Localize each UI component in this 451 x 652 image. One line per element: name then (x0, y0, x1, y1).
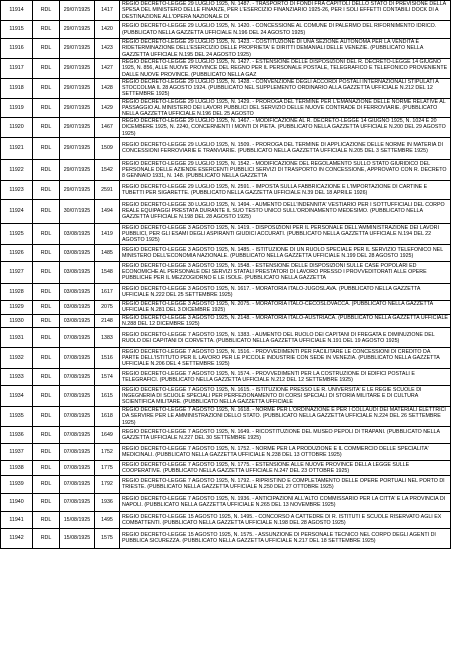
act-number-cell: 1775 (95, 460, 120, 475)
description-cell: REGIO DECRETO-LEGGE 7 AGOSTO 1925, N. 1936. - ANTICIPAZIONI ALL'ALTO COMMISSARIO PER LA CITTA' E LA PROVINCIA DI NAPOLI. (PUBBLICATO NELLA GAZZETTA UFFICIALE N.265 DEL 13 NOVEMBRE 1925) (120, 493, 451, 511)
act-number-cell: 1617 (95, 283, 120, 300)
act-type-cell: RDL (33, 261, 60, 283)
record-number-cell: 11931 (1, 328, 33, 348)
act-type-cell: RDL (33, 180, 60, 199)
description-cell: REGIO DECRETO-LEGGE 29 LUGLIO 1925, N. 1509. - PROROGA DEL TERMINE DI APPLICAZIONE DELLE NORME IN MATERIA DI CONCESSIONI FERROVIARIE E TRANVIARIE. (PUBBLICATO NELLA GAZZETTA UFFICIALE N.205 DEL 3 SETTEMBRE 1925) (120, 137, 451, 159)
date-cell: 29/07/1925 (60, 21, 95, 39)
act-type-cell: RDL (33, 283, 60, 300)
description-cell: REGIO DECRETO-LEGGE 29 LUGLIO 1925, N. 1429. - PROROGA DEL TERMINE PER L'EMANAZIONE DELLE NORME RELATIVE AL PASSAGGIO AL MINISTERO DEI LAVORI PUBBLICI DEL SERVIZIO DELLE NUOVE CONTRADE DI FERROVIARIE. (PUBBLICATO NELLA GAZZETTA UFFICIALE N.196 DEL 25 AGOSTO (120, 98, 451, 118)
act-number-cell: 1752 (95, 443, 120, 460)
description-cell: REGIO DECRETO-LEGGE 7 AGOSTO 1925, N. 1792. - RIPRISTINO E COMPLETAMENTO DELLE OPERE PORTUALI NEL PORTO DI TRIESTE. (PUBBLICATO NELLA GAZZETTA UFFICIALE N.250 DEL 27 OTTOBRE 1925) (120, 475, 451, 493)
date-cell: 03/08/1925 (60, 314, 95, 327)
act-type-cell: RDL (33, 407, 60, 427)
description-cell: REGIO DECRETO-LEGGE 7 AGOSTO 1925, N. 1615. - ISTITUZIONE PRESSO LE R. UNIVERSITA' E LE REGIE SCUOLE DI INGEGNERIA DI SCUOLE SPECIALI PER PERFEZIONAMENTO DI CORSI SPECIALI DI STORIA MILITARE E DI CULTURA SCIENTIFICA MILITARE. (PUBBLICATO NELLA GAZZETTA UFFICIALE (120, 386, 451, 407)
act-type-cell: RDL (33, 59, 60, 79)
table-row (1, 460, 451, 475)
act-number-cell: 2591 (95, 180, 120, 199)
record-number-cell: 11934 (1, 386, 33, 407)
description-cell: REGIO DECRETO-LEGGE 29 LUGLIO 1925, N. 1427. - ESTENSIONE DELLE DISPOSIZIONI DEL R. DECRETO-LEGGE 14 GIUGNO 1925, N. 856, ALLE NUOVE PROVINCE DEL REGNO PER IL PERSONALE POSTALE, TELEGRAFICO E TELEFONICO PROVENIENTE DALLE NUOVE PROVINCE. (PUBBLICATO NELLA GAZ (120, 59, 451, 79)
date-cell: 29/07/1925 (60, 98, 95, 118)
date-cell: 29/07/1925 (60, 118, 95, 138)
date-cell: 03/08/1925 (60, 244, 95, 261)
description-cell: REGIO DECRETO-LEGGE 29 LUGLIO 1925, N. 1423. - COSTITUZIONE DI UNA SEZIONE AUTONOMA PER LA VENDITA E RIDETERMINAZIONE DELL'ESERCIZIO DELLE PROPRIETA' E DIRITTI DEMANIALI DELLE VENEZIE. (PUBBLICATO NELLA GAZZETTA UFFICIALE N.195 DEL 24 AGOSTO 1925) (120, 39, 451, 59)
date-cell: 03/08/1925 (60, 261, 95, 283)
record-number-cell: 11940 (1, 493, 33, 511)
act-number-cell: 1383 (95, 328, 120, 348)
act-number-cell: 1423 (95, 39, 120, 59)
date-cell: 07/08/1925 (60, 426, 95, 443)
table-row (1, 528, 451, 548)
description-cell: REGIO DECRETO-LEGGE 3 AGOSTO 1925, N. 2075. - MORATORIA ITALO-CECOSLOVACCA. (PUBBLICATO NELLA GAZZETTA UFFICIALE N.281 DEL 3 DICEMBRE 1925) (120, 300, 451, 314)
act-number-cell: 1542 (95, 159, 120, 180)
decree-table-body (1, 1, 451, 549)
act-type-cell: RDL (33, 300, 60, 314)
table-row (1, 159, 451, 180)
date-cell: 03/08/1925 (60, 223, 95, 244)
table-row (1, 118, 451, 138)
date-cell: 29/07/1925 (60, 79, 95, 99)
description-cell: REGIO DECRETO-LEGGE 7 AGOSTO 1925, N. 1649. - RICOSTITUZIONE DEL MUSEO PEPOLI DI TRAPANI. (PUBBLICATO NELLA GAZZETTA UFFICIALE N.227 DEL 30 SETTEMBRE 1925) (120, 426, 451, 443)
act-number-cell: 2148 (95, 314, 120, 327)
record-number-cell: 11917 (1, 59, 33, 79)
description-cell: REGIO DECRETO-LEGGE 30 LUGLIO 1925, N. 1494. - AUMENTO DELL'INDENNITA' VESTIARIO PER I SOTTUFFICIALI DEL CORPO REALE EQUIPAGGI PRESTATA DURANTE IL SUO TESTO UNICO SULL'ORDINAMENTO MEDESIMO. (PUBBLICATO NELLA GAZZETTA UFFICIALE N.198 DEL 28 AGOSTO 1925) (120, 199, 451, 223)
table-row (1, 59, 451, 79)
record-number-cell: 11923 (1, 180, 33, 199)
description-cell: REGIO DECRETO-LEGGE 29 LUGLIO 1925, N. 1467. - MODIFICAZIONE AL R. DECRETO-LEGGE 14 GIUGNO 1925, N. 1024 E 20 DICEMBERE 1925, N. 2240, CONCERNENTI I MONTI DI PIETA. (PUBBLICATO NELLA GAZZETTA UFFICIALE N.200 DEL 29 AGOSTO 1925) (120, 118, 451, 138)
act-type-cell: RDL (33, 223, 60, 244)
record-number-cell: 11933 (1, 369, 33, 386)
table-row (1, 137, 451, 159)
table-row (1, 283, 451, 300)
act-type-cell: RDL (33, 244, 60, 261)
record-number-cell: 11925 (1, 223, 33, 244)
act-type-cell: RDL (33, 386, 60, 407)
act-number-cell: 1495 (95, 511, 120, 528)
act-number-cell: 1516 (95, 348, 120, 369)
description-cell: REGIO DECRETO-LEGGE 7 AGOSTO 1925, N. 1775. - ESTENSIONE ALLE NUOVE PROVINCE DELLA LEGGE SULLE COOPERATIVE. (PUBBLICATO NELLA GAZZETTA UFFICIALE N.247 DEL 23 OTTOBRE 1925) (120, 460, 451, 475)
date-cell: 29/07/1925 (60, 1, 95, 21)
act-number-cell: 1467 (95, 118, 120, 138)
table-row (1, 98, 451, 118)
description-cell: REGIO DECRETO-LEGGE 3 AGOSTO 1925, N. 1419. - DISPOSIZIONI PER IL PERSONALE DELL'AMMINISTRAZIONE DEI LAVORI PUBBLICI, PER GLI ESAMI DEGLI ASPIRANTI GIUDICI ACCURATI. (PUBBLICATO NELLA GAZZETTA UFFICIALE N.194 DEL 22 AGOSTO 1925) (120, 223, 451, 244)
act-number-cell: 2075 (95, 300, 120, 314)
act-type-cell: RDL (33, 118, 60, 138)
description-cell: REGIO DECRETO-LEGGE 29 LUGLIO 1925, N. 1420. - CONCESSIONE AL COMUNE DI PALERMO DEL RIFORNIMENTO IDRICO. (PUBBLICATO NELLA GAZZETTA UFFICIALE N.196 DEL 24 AGOSTO 1925) (120, 21, 451, 39)
description-cell: REGIO DECRETO-LEGGE 7 AGOSTO 1925, N. 1516. - PROVVEDIMENTI PER FACILITARE LE CONCESSIONI DI CREDITO DA PARTE DELL'ISTITUTO PER IL LAVORO PER LE PICCOLE INDUSTRIE CON SEDE IN VENEZIA. (PUBBLICATO NELLA GAZZETTA UFFICIALE N.206 DEL 4 SETTEMBRE 1925) (120, 348, 451, 369)
description-cell: REGIO DECRETO-LEGGE 7 AGOSTO 1925, N. 1383. - AUMENTO DEL RUOLO DEI CAPITANI DI FREGATA E DIMINUZIONE DEL RUOLO DEI CAPITANI DI CORVETTA. (PUBBLICATO NELLA GAZZETTA UFFICIALE N.191 DEL 19 AGOSTO 1925) (120, 328, 451, 348)
description-cell: REGIO DECRETO-LEGGE 3 AGOSTO 1925, N. 1548. - ESTENSIONE DELLE DISPOSIZIONI SULLE CASE POPOLARI ED ECONOMICHE AL PERSONALE DEI SERVIZI STATALI PRESTATORI DI LAVORO PRESSO I PROVVEDITORATI ALLE OPERE PUBBLICHE PER IL MEZZOGIORNO E LE ISOLE. (PUBBLICATO NELLA GAZZETTA (120, 261, 451, 283)
record-number-cell: 11935 (1, 407, 33, 427)
record-number-cell: 11937 (1, 443, 33, 460)
record-number-cell: 11920 (1, 118, 33, 138)
act-number-cell: 1485 (95, 244, 120, 261)
description-cell: REGIO DECRETO-LEGGE 3 AGOSTO 1925, N. 1485. - ISTITUZIONE DI UN RUOLO SPECIALE PER IL SERVIZIO TELEFONICO NEL MINISTERO DELL'ECONOMIA NAZIONALE. (PUBBLICATO NELLA GAZZETTA UFFICIALE N.199 DEL 28 AGOSTO 1925) (120, 244, 451, 261)
act-type-cell: RDL (33, 39, 60, 59)
act-type-cell: RDL (33, 98, 60, 118)
act-type-cell: RDL (33, 137, 60, 159)
act-type-cell: RDL (33, 475, 60, 493)
date-cell: 07/08/1925 (60, 493, 95, 511)
table-row (1, 39, 451, 59)
act-number-cell: 1792 (95, 475, 120, 493)
date-cell: 30/07/1925 (60, 199, 95, 223)
record-number-cell: 11941 (1, 511, 33, 528)
table-row (1, 199, 451, 223)
act-number-cell: 1428 (95, 79, 120, 99)
table-row (1, 314, 451, 327)
date-cell: 07/08/1925 (60, 386, 95, 407)
act-number-cell: 1649 (95, 426, 120, 443)
table-row (1, 348, 451, 369)
date-cell: 07/08/1925 (60, 460, 95, 475)
date-cell: 07/08/1925 (60, 348, 95, 369)
act-type-cell: RDL (33, 348, 60, 369)
act-number-cell: 1618 (95, 407, 120, 427)
act-number-cell: 1615 (95, 386, 120, 407)
date-cell: 15/08/1925 (60, 511, 95, 528)
act-type-cell: RDL (33, 328, 60, 348)
act-number-cell: 1548 (95, 261, 120, 283)
table-row (1, 369, 451, 386)
table-row (1, 244, 451, 261)
table-row (1, 223, 451, 244)
table-row (1, 261, 451, 283)
description-cell: REGIO DECRETO-LEGGE 15 AGOSTO 1925, N. 1575. - ASSUNZIONE DI PERSONALE TECNICO NEL CORPO DEGLI AGENTI DI PUBBLICA SICUREZZA. (PUBBLICATO NELLA GAZZETTA UFFICIALE N.217 DEL 18 SETTEMBRE 1925) (120, 528, 451, 548)
act-number-cell: 1575 (95, 528, 120, 548)
description-cell: REGIO DECRETO-LEGGE 3 AGOSTO 1925, N. 2148. - MORATORIA ITALO-AUSTRIACA. (PUBBLICATO NELLA GAZZETTA UFFICIALE N.288 DEL 12 DICEMBRE 1925) (120, 314, 451, 327)
table-row (1, 180, 451, 199)
date-cell: 07/08/1925 (60, 475, 95, 493)
act-type-cell: RDL (33, 493, 60, 511)
record-number-cell: 11942 (1, 528, 33, 548)
date-cell: 07/08/1925 (60, 407, 95, 427)
record-number-cell: 11936 (1, 426, 33, 443)
act-type-cell: RDL (33, 79, 60, 99)
table-row (1, 79, 451, 99)
act-type-cell: RDL (33, 528, 60, 548)
table-row (1, 443, 451, 460)
table-row (1, 328, 451, 348)
date-cell: 07/08/1925 (60, 443, 95, 460)
act-type-cell: RDL (33, 314, 60, 327)
record-number-cell: 11932 (1, 348, 33, 369)
record-number-cell: 11929 (1, 300, 33, 314)
record-number-cell: 11921 (1, 137, 33, 159)
act-type-cell: RDL (33, 426, 60, 443)
record-number-cell: 11919 (1, 98, 33, 118)
table-row (1, 511, 451, 528)
date-cell: 29/07/1925 (60, 180, 95, 199)
record-number-cell: 11915 (1, 21, 33, 39)
date-cell: 07/08/1925 (60, 369, 95, 386)
record-number-cell: 11939 (1, 475, 33, 493)
act-number-cell: 1420 (95, 21, 120, 39)
table-row (1, 1, 451, 21)
date-cell: 29/07/1925 (60, 137, 95, 159)
date-cell: 29/07/1925 (60, 159, 95, 180)
table-row (1, 475, 451, 493)
table-row (1, 407, 451, 427)
date-cell: 15/08/1925 (60, 528, 95, 548)
table-row (1, 426, 451, 443)
date-cell: 29/07/1925 (60, 39, 95, 59)
act-type-cell: RDL (33, 199, 60, 223)
date-cell: 03/08/1925 (60, 300, 95, 314)
description-cell: REGIO DECRETO-LEGGE 7 AGOSTO 1925, N. 1752. - NORME PER LA PRODUZIONE E IL COMMERCIO DELLE SPECIALITA' MEDICINALI. (PUBBLICATO NELLA GAZZETTA UFFICIALE N.238 DEL 13 OTTOBRE 1925) (120, 443, 451, 460)
act-type-cell: RDL (33, 21, 60, 39)
description-cell: REGIO DECRETO-LEGGE 29 LUGLIO 1925, N. 1428. - CONVENZIONE DEGLI ACCORDI POSTALI INTERNAZIONALI STIPULATI A STOCCOLMA IL 28 AGOSTO 1924. (PUBBLICATO NEL SUPPLEMENTO ORDINARIO ALLA GAZZETTA UFFICIALE N.212 DEL 12 SETTEMBRE 1925) (120, 79, 451, 99)
description-cell: REGIO DECRETO-LEGGE 7 AGOSTO 1925, N. 1574. - PROVVEDIMENTI PER LA COSTRUZIONE DI EDIFICI POSTALI E TELEGRAFICI. (PUBBLICATO NELLA GAZZETTA UFFICIALE N.212 DEL 12 SETTEMBRE 1925) (120, 369, 451, 386)
record-number-cell: 11918 (1, 79, 33, 99)
act-type-cell: RDL (33, 443, 60, 460)
description-cell: REGIO DECRETO-LEGGE 3 AGOSTO 1925, N. 1617. - MORATORIA ITALO-JUGOSLAVA. (PUBBLICATO NELLA GAZZETTA UFFICIALE N.222 DEL 25 SETTEMBRE 1925) (120, 283, 451, 300)
table-row (1, 21, 451, 39)
act-number-cell: 1429 (95, 98, 120, 118)
act-number-cell: 1427 (95, 59, 120, 79)
table-row (1, 300, 451, 314)
record-number-cell: 11927 (1, 261, 33, 283)
act-type-cell: RDL (33, 1, 60, 21)
date-cell: 03/08/1925 (60, 283, 95, 300)
date-cell: 07/08/1925 (60, 328, 95, 348)
act-number-cell: 1574 (95, 369, 120, 386)
record-number-cell: 11914 (1, 1, 33, 21)
description-cell: REGIO DECRETO-LEGGE 29 LUGLIO 1925, N. 1542. - MODIFICAZIONE DEL REGOLAMENTO SULLO STATO GIURIDICO DEL PERSONALE DELLE AZIENDE ESERCENTI PUBBLICI SERVIZI DI TRASPORTO IN CONCESSIONE, APPROVATO CON R. DECRETO 8 GENNAIO 1931, N. 148. (PUBBLICATO NELLA GAZZETTA (120, 159, 451, 180)
act-number-cell: 1417 (95, 1, 120, 21)
description-cell: REGIO DECRETO-LEGGE 29 LUGLIO 1925, N. 2591. - IMPOSTA SULLA FABBRICAZIONE E L'IMPORTAZIONE DI CARTINE E TUBETTI PER SIGARETTE. (PUBBLICATO NELLA GAZZETTA UFFICIALE N.39 DEL 18 APRILE 1926) (120, 180, 451, 199)
record-number-cell: 11916 (1, 39, 33, 59)
act-type-cell: RDL (33, 460, 60, 475)
description-cell: REGIO DECRETO-LEGGE 7 AGOSTO 1925, N. 1618. - NORME PER L'ORDINAZIONE E PER I COLLAUDI DEI MATERIALI ELETTRICI DA SERVIRE PER LE AMMINISTRAZIONI DELLO STATO. (PUBBLICATO NELLA GAZZETTA UFFICIALE N.224 DEL 26 SETTEMBRE 1925) (120, 407, 451, 427)
act-number-cell: 1419 (95, 223, 120, 244)
table-row (1, 493, 451, 511)
act-number-cell: 1494 (95, 199, 120, 223)
record-number-cell: 11924 (1, 199, 33, 223)
description-cell: REGIO DECRETO-LEGGE 29 LUGLIO 1925, N. 1487. - TRASPORTO DI FONDI FRA CAPITOLI DELLO STATO DI PREVISIONE DELLA SPESA DEL MINISTERO DELLE FINANZE, PER L'ESERCIZIO FINANZIARIO 1925-26, PER I SOLI EFFETTI CONTABILI DOCK DI A DESTINAZIONE ALL'OPERA NAZIONALE DI (120, 1, 451, 21)
record-number-cell: 11938 (1, 460, 33, 475)
act-type-cell: RDL (33, 511, 60, 528)
description-cell: REGIO DECRETO-LEGGE 15 AGOSTO 1925, N. 1495. - CONCORSO A CATTEDRE DI R. ISTITUTI E SCUOLE RISERVATO AGLI EX COMBATTENTI. (PUBBLICATO NELLA GAZZETTA UFFICIALE N.198 DEL 28 AGOSTO 1925) (120, 511, 451, 528)
act-type-cell: RDL (33, 159, 60, 180)
act-type-cell: RDL (33, 369, 60, 386)
act-number-cell: 1509 (95, 137, 120, 159)
table-row (1, 386, 451, 407)
record-number-cell: 11926 (1, 244, 33, 261)
record-number-cell: 11922 (1, 159, 33, 180)
record-number-cell: 11928 (1, 283, 33, 300)
date-cell: 29/07/1925 (60, 59, 95, 79)
act-number-cell: 1936 (95, 493, 120, 511)
record-number-cell: 11930 (1, 314, 33, 327)
